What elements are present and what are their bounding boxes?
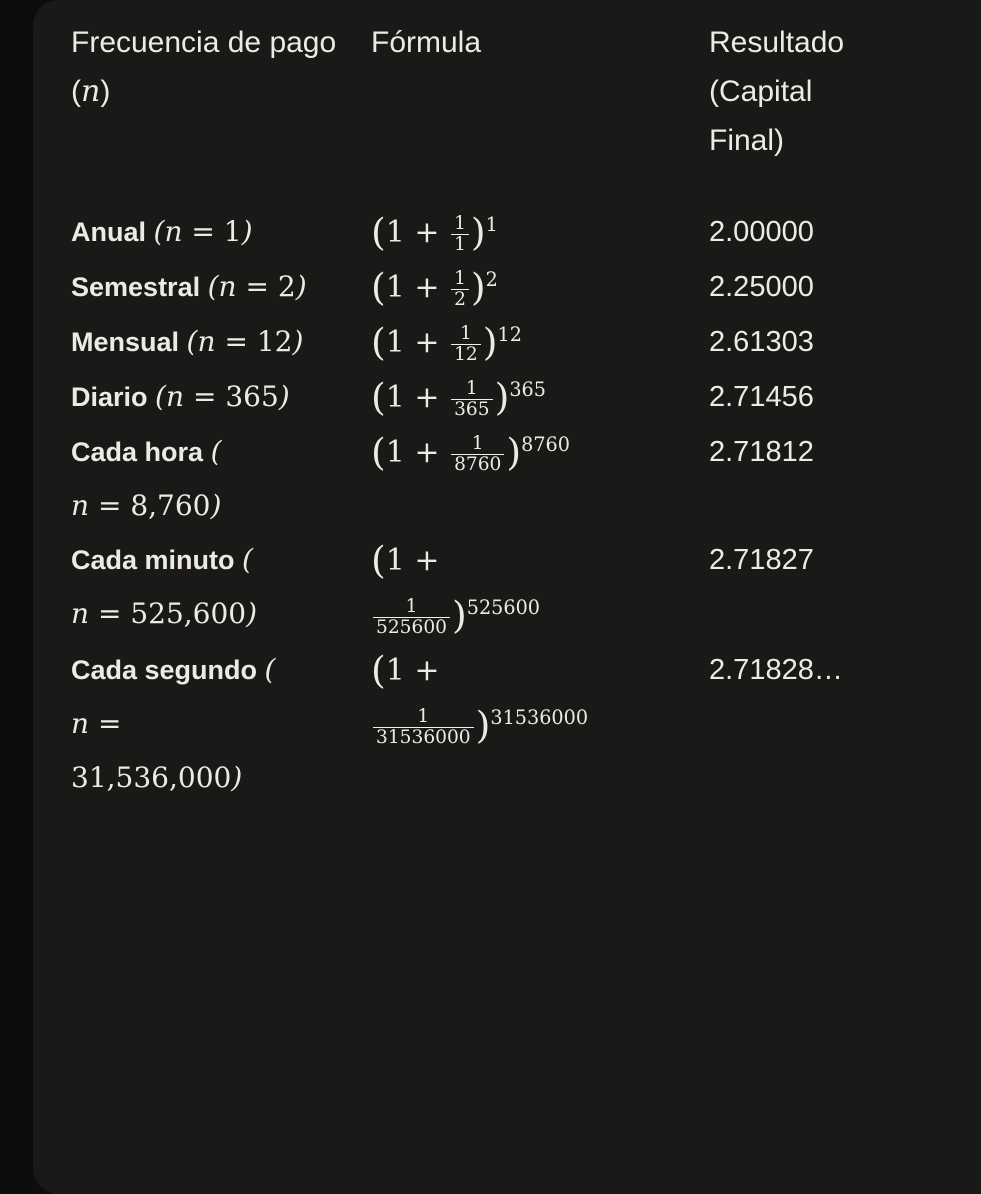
exponent: 525600 <box>466 595 540 619</box>
row-label-n: 2 <box>277 269 296 303</box>
table-row <box>33 370 981 425</box>
column-header-frequency-var: n <box>81 74 101 109</box>
row-result: 2.71827 <box>709 543 814 576</box>
table-row <box>33 315 981 370</box>
row-label-name: Cada hora <box>71 436 204 467</box>
row-formula: (1 + $\frac{1}{1}$ )$^1$ <box>371 210 498 256</box>
row-label-name: Diario <box>71 381 148 412</box>
row-formula: (1 + $\frac{1}{525600}$ )$^{525600}$ <box>371 537 540 639</box>
content-panel <box>33 0 981 1194</box>
column-header-result-line1: Resultado <box>709 26 845 59</box>
column-header-result-line2: (Capital <box>709 75 813 108</box>
column-header-result-line3: Final) <box>709 124 785 157</box>
fraction: $\frac{1}{525600}$ <box>373 597 450 638</box>
row-label-n: 1 <box>223 215 242 248</box>
fraction: $\frac{1}{2}$ <box>451 269 469 310</box>
table-row <box>33 260 981 315</box>
column-header-frequency <box>33 18 371 205</box>
row-result: 2.71812 <box>709 435 814 468</box>
fraction: $\frac{1}{8760}$ <box>451 434 504 475</box>
table-row <box>33 425 981 533</box>
exponent: 12 <box>497 322 522 346</box>
row-result: 2.71828… <box>709 653 843 686</box>
row-formula: (1 + $\frac{1}{8760}$ )$^{8760}$ <box>371 429 570 476</box>
row-result: 2.00000 <box>709 216 814 248</box>
row-label: Mensual (n = 12) <box>71 324 304 358</box>
row-label-n: 31,536,000 <box>71 760 232 794</box>
row-formula: (1 + $\frac{1}{2}$ )$^2$ <box>371 264 498 311</box>
row-label-name: Mensual <box>71 326 180 357</box>
row-formula: (1 + $\frac{1}{12}$ )$^{12}$ <box>371 319 522 366</box>
row-label-name: Cada minuto <box>71 544 235 575</box>
table-row <box>33 643 981 805</box>
column-header-formula: Fórmula <box>371 26 482 59</box>
row-label-n: 365 <box>225 379 279 413</box>
row-result: 2.61303 <box>709 325 814 358</box>
row-label: Cada hora ( n = 8,760) <box>71 434 222 522</box>
column-header-frequency-tail: ) <box>100 75 111 108</box>
row-label-name: Cada segundo <box>71 654 258 685</box>
row-label-name: Semestral <box>71 271 201 302</box>
row-label-n: 8,760 <box>130 488 211 522</box>
row-label-n: 12 <box>256 324 293 358</box>
table-row <box>33 205 981 260</box>
row-result: 2.71456 <box>709 380 814 413</box>
row-label: Diario (n = 365) <box>71 379 290 413</box>
table-row <box>33 533 981 643</box>
row-label: Semestral (n = 2) <box>71 269 307 303</box>
compound-interest-table <box>33 18 981 805</box>
row-formula: (1 + $\frac{1}{365}$ )$^{365}$ <box>371 374 546 421</box>
exponent: 365 <box>509 377 546 401</box>
row-formula: (1 + $\frac{1}{31536000}$ )$^{31536000}$ <box>371 647 589 749</box>
column-header-result <box>709 18 981 205</box>
row-label-n: 525,600 <box>130 596 247 630</box>
fraction: $\frac{1}{31536000}$ <box>373 707 474 748</box>
table-body <box>33 205 981 805</box>
row-label: Cada segundo ( n = 31,536,000) <box>71 652 276 794</box>
fraction: $\frac{1}{1}$ <box>451 214 469 255</box>
column-header-frequency-text: Frecuencia de pago ( <box>71 26 337 108</box>
fraction: $\frac{1}{12}$ <box>451 324 481 365</box>
fraction: $\frac{1}{365}$ <box>451 379 493 420</box>
row-result: 2.25000 <box>709 270 814 303</box>
row-label: Cada minuto ( n = 525,600) <box>71 542 258 630</box>
row-label: Anual (n = 1) <box>71 215 253 248</box>
exponent: 31536000 <box>490 705 589 729</box>
row-label-name: Anual <box>71 217 147 247</box>
table-header-row <box>33 18 981 205</box>
table-header <box>33 18 981 205</box>
exponent: 1 <box>485 212 498 236</box>
exponent: 2 <box>485 267 498 291</box>
exponent: 8760 <box>521 432 570 456</box>
